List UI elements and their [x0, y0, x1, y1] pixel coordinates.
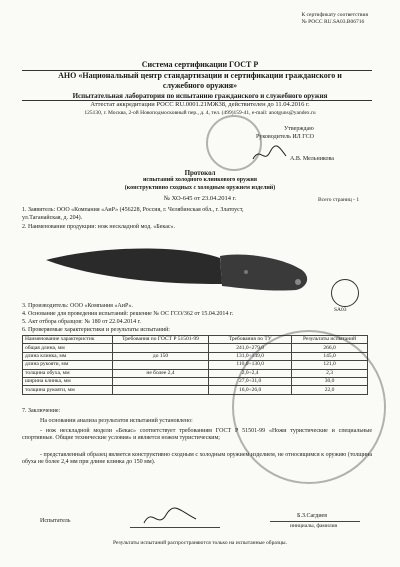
table-title: 6. Проверяемые характеристики и результаты испытаний: — [22, 327, 170, 333]
organization-stamp — [232, 330, 386, 484]
product-name: 2. Наименование продукции: нож нескладной мод. «Бекас». — [22, 224, 176, 230]
column-header: Требования по ТУ — [209, 336, 292, 344]
accreditation: Аттестат аккредитации РОСС RU.0001.21МЖ38, действителен до 11.04.2016 г. — [90, 101, 310, 108]
table-cell: 121,0 — [292, 361, 368, 369]
manufacturer: 3. Производитель: ООО «Компания «АиР». — [22, 303, 133, 309]
table-cell: 241,0÷279,0 — [209, 344, 292, 352]
protocol-subtitle1: испытаний холодного клинкового оружия — [142, 177, 258, 183]
name-line — [270, 521, 360, 522]
column-header: Результаты испытаний — [292, 336, 368, 344]
table-cell: толщина рукояти, мм — [23, 386, 113, 394]
table-cell: 27,0÷31,0 — [209, 377, 292, 385]
conclusion-title: 7. Заключение: — [22, 408, 61, 414]
table-cell: 131,0÷149,0 — [209, 352, 292, 360]
gost-mark-code: SA03 — [334, 307, 347, 313]
conclusion-intro: На основании анализа результатов испытаний установлено: — [40, 418, 193, 424]
table-cell: 266,0 — [292, 344, 368, 352]
table-cell — [112, 386, 209, 394]
table-cell: 2,3 — [292, 369, 368, 377]
table-cell: 30,0 — [292, 377, 368, 385]
certificate-reference — [301, 12, 368, 25]
sample-act: 5. Акт отбора образцов: № 180 от 22.04.2014 г. — [22, 319, 141, 325]
org-line1: АНО «Национальный центр стандартизации и сертификации гражданского и — [58, 71, 342, 80]
laboratory-name: Испытательная лаборатория по испытанию гражданского и служебного оружия — [72, 92, 328, 100]
page-count: Всего страниц - 1 — [318, 197, 360, 203]
approve-label: Утверждаю — [284, 126, 314, 132]
table-cell: 110,0÷130,0 — [209, 361, 292, 369]
table-cell — [112, 377, 209, 385]
test-basis: 4. Основание для проведения испытаний: решение № ОС ГСО/362 от 15.04.2014 г. — [22, 311, 234, 317]
tester-label: Испытатель — [40, 518, 71, 524]
address: 125130, г. Москва, 2-ой Новоподмосковный пер., д. 4, тел. (499)159-41, e-mail: anotguns@yandex.ru — [84, 110, 316, 116]
applicant: 1. Заявитель: ООО «Компания «АиР» (456228, Россия, г. Челябинская обл., г. Златоуст, — [22, 207, 244, 213]
column-header: Наименование характеристик — [23, 336, 113, 344]
approver-role: Руководитель ИЛ ГСО — [256, 134, 314, 140]
table-cell: 2,0÷2,4 — [209, 369, 292, 377]
conclusion-classification: - представленный образец является конструктивно сходным с холодным оружием изделием, не относящимся к оружию (толщина обуха не более 2,4 мм при длине клинка до 150 мм). — [22, 452, 372, 465]
table-cell: 16,0÷26,0 — [209, 386, 292, 394]
table-cell: общая длина, мм — [23, 344, 113, 352]
table-cell: длина рукояти, мм — [23, 361, 113, 369]
approver-name: А.В. Мельникова — [290, 156, 334, 162]
table-cell: не более 2,4 — [112, 369, 209, 377]
conclusion-compliance: - нож нескладной модели «Бекас» соответствует требованиям ГОСТ Р 51501-99 «Ножи туристические и специальные спортивные. Общие технические условия» и является ножом туристическим; — [22, 428, 372, 441]
table-cell — [112, 361, 209, 369]
table-cell: 22,0 — [292, 386, 368, 394]
protocol-number: № ХО-645 от 23.04.2014 г. — [163, 195, 237, 202]
cert-ref-line2: № РОСС RU.SA03.В06716 — [301, 18, 365, 25]
approver-signature — [250, 144, 290, 166]
knife-image — [40, 240, 320, 310]
tester-name: Б.З.Сагдиев — [297, 513, 328, 519]
gost-mark-icon — [331, 279, 359, 307]
table-cell: толщина обуха, мм — [23, 369, 113, 377]
protocol-subtitle2: (конструктивно сходных с холодным оружием изделий) — [124, 185, 276, 191]
org-line2: служебного оружия» — [162, 81, 238, 90]
table-cell — [112, 344, 209, 352]
cert-ref-line1: К сертификату соответствия — [301, 12, 368, 18]
protocol-title: Протокол — [184, 169, 216, 177]
name-caption: инициалы, фамилия — [290, 523, 338, 529]
system-name: Система сертификации ГОСТ Р — [141, 60, 259, 69]
signature-line — [130, 527, 220, 528]
organization-name — [0, 71, 400, 91]
table-cell: ширина клинка, мм — [23, 377, 113, 385]
table-cell: длина клинка, мм — [23, 352, 113, 360]
footer-note: Результаты испытаний распространяются только на испытанные образцы. — [113, 540, 287, 546]
applicant-address: ул.Таганайская, д. 204). — [22, 215, 83, 221]
table-cell: до 150 — [112, 352, 209, 360]
column-header: Требования по ГОСТ Р 51501-99 — [112, 336, 209, 344]
table-cell: 145,0 — [292, 352, 368, 360]
